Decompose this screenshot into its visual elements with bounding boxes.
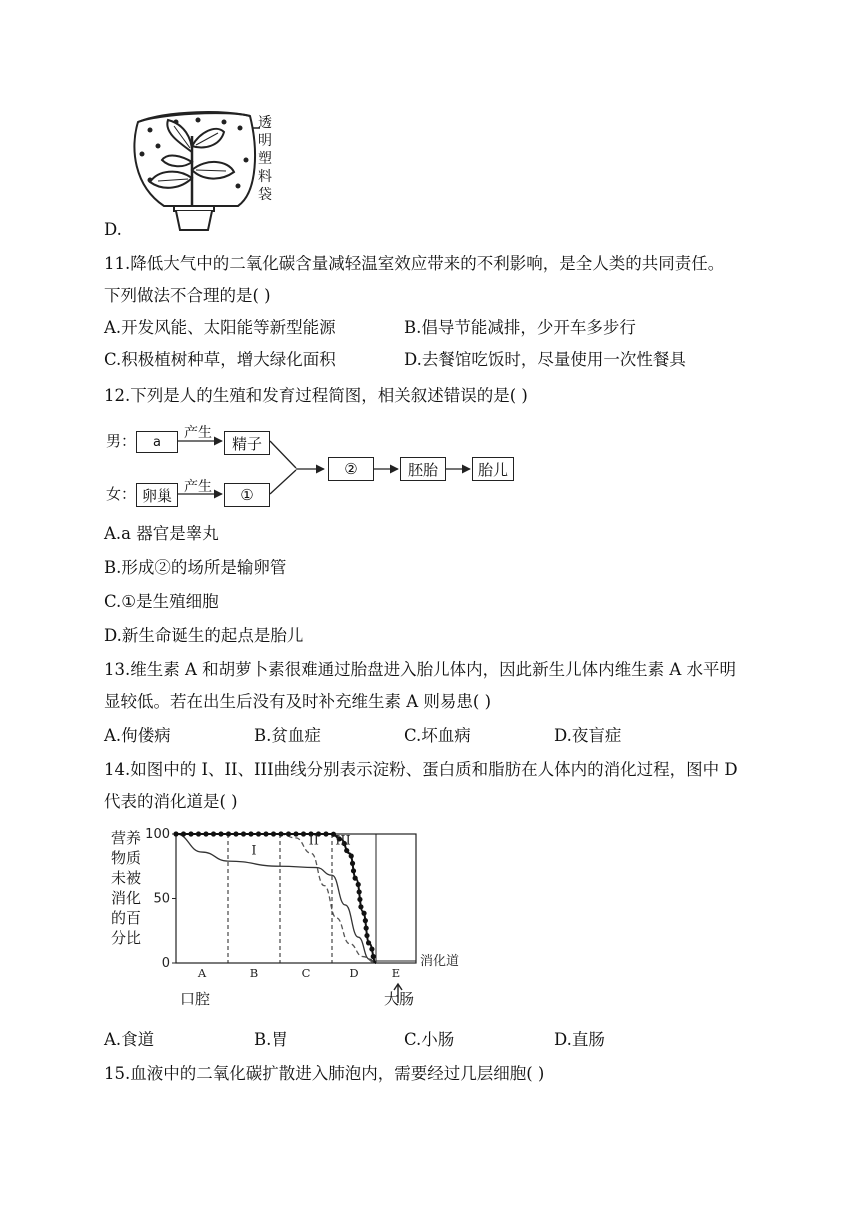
q11-option-c: C.积极植树种草，增大绿化面积 (104, 350, 336, 369)
y-tick-label: 50 (153, 891, 170, 907)
q13-stem-line1: 13.维生素 A 和胡萝卜素很难通过胎盘进入胎儿体内，因此新生儿体内维生素 A 水平明 (104, 660, 737, 679)
curve-III-dot (196, 831, 201, 836)
curve-III-dot (248, 831, 253, 836)
q12-option-d: D.新生命诞生的起点是胎儿 (104, 626, 304, 645)
q14-option-a: A.食道 (104, 1030, 155, 1049)
q11-stem-line1: 11.降低大气中的二氧化碳含量减轻温室效应带来的不利影响，是全人类的共同责任。 (104, 254, 725, 273)
plot-frame (176, 834, 416, 963)
q14-stem-line1: 14.如图中的 I、II、III曲线分别表示淀粉、蛋白质和脂肪在人体内的消化过程，图中 D (104, 760, 738, 779)
curve-III-dot (203, 831, 208, 836)
curve-label-I: I (251, 843, 257, 859)
q13-option-a: A.佝偻病 (104, 726, 171, 745)
curve-III-dot (271, 831, 276, 836)
curve-III-dot (301, 831, 306, 836)
curve-III-dot (173, 831, 178, 836)
curve-III-dot (366, 940, 371, 945)
q11-stem-line2: 下列做法不合理的是( ) (104, 286, 271, 305)
box-fetus: 胎儿 (472, 457, 514, 481)
q11-option-a: A.开发风能、太阳能等新型能源 (104, 318, 336, 337)
q13-option-b: B.贫血症 (254, 726, 321, 745)
curve-III-dot (256, 831, 261, 836)
x-category-label: A (197, 966, 207, 980)
box-egg-1: ① (224, 483, 270, 507)
q14-option-c: C.小肠 (404, 1030, 455, 1049)
curve-III-dot (357, 889, 362, 894)
q12-option-c: C.①是生殖细胞 (104, 592, 219, 611)
q12-stem: 12.下列是人的生殖和发育过程简图，相关叙述错误的是( ) (104, 386, 528, 405)
curve-III-dot (286, 831, 291, 836)
curve-III-dot (371, 954, 376, 959)
box-sperm: 精子 (224, 431, 270, 455)
curve-III-dot (218, 831, 223, 836)
q14-option-d: D.直肠 (554, 1030, 605, 1049)
q11-option-b: B.倡导节能减排，少开车多步行 (404, 318, 636, 337)
curve-III-dot (356, 882, 361, 887)
curve-III-dot (361, 911, 366, 916)
x-category-label: C (301, 966, 311, 980)
x-category-label: E (391, 966, 401, 980)
curve-III-dot (344, 848, 349, 853)
curve-III-dot (364, 933, 369, 938)
box-embryo: 胚胎 (400, 457, 446, 481)
x-label-mouth: 口腔 (180, 990, 211, 1008)
curve-label-III: III (335, 833, 351, 849)
box-a: a (136, 431, 178, 453)
curve-III-dot (357, 897, 362, 902)
curve-III-dot (364, 926, 369, 931)
curve-label-II: II (308, 833, 319, 849)
x-category-label: B (249, 966, 259, 980)
x-label-large-intestine: 大肠 (384, 990, 415, 1008)
curve-III-dot (241, 831, 246, 836)
q11-option-d: D.去餐馆吃饭时，尽量使用一次性餐具 (404, 350, 686, 369)
box-ovary: 卵巢 (136, 483, 178, 507)
curve-III-dot (211, 831, 216, 836)
curve-III-dot (278, 831, 283, 836)
curve-III-dot (263, 831, 268, 836)
q14-option-b: B.胃 (254, 1030, 288, 1049)
q15-stem: 15.血液中的二氧化碳扩散进入肺泡内，需要经过几层细胞( ) (104, 1064, 545, 1083)
curve-III-dot (188, 831, 193, 836)
q10-option-d: D. (104, 220, 122, 239)
curve-III-dot (226, 831, 231, 836)
curve-III-dot (369, 946, 374, 951)
y-tick-label: 100 (145, 827, 170, 842)
q12-option-a: A.a 器官是睾丸 (104, 524, 219, 543)
curve-III-dot (363, 918, 368, 923)
q14-stem-line2: 代表的消化道是( ) (104, 792, 238, 811)
curve-III-dot (351, 868, 356, 873)
q13-stem-line2: 显较低。若在出生后没有及时补充维生素 A 则易患( ) (104, 692, 492, 711)
curve-III-dot (293, 831, 298, 836)
x-axis-label: 消化道 (420, 954, 460, 969)
q13-option-c: C.坏血病 (404, 726, 471, 745)
curve-III-dot (233, 831, 238, 836)
curve-III-dot (358, 904, 363, 909)
female-label: 女： (106, 485, 137, 503)
curve-III-dot (350, 861, 355, 866)
y-tick-label: 0 (161, 956, 170, 971)
x-category-label: D (349, 966, 359, 980)
chart-ylabel: 营养物质未被消化的百分比 (110, 829, 141, 947)
arrow-label-produce-top: 产生 (184, 425, 212, 441)
reproduction-arrows (0, 0, 860, 520)
plastic-bag-label: 透明塑料袋 (258, 115, 272, 203)
box-fertilized-2: ② (328, 457, 374, 481)
curve-III (176, 834, 376, 963)
q13-option-d: D.夜盲症 (554, 726, 622, 745)
curve-III-dot (349, 853, 354, 858)
curve-II (176, 834, 376, 963)
arrow-label-produce-bottom: 产生 (184, 479, 212, 495)
curve-I (176, 834, 376, 963)
curve-III-dot (181, 831, 186, 836)
curve-III-dot (353, 876, 358, 881)
curve-III-dot (323, 831, 328, 836)
q12-option-b: B.形成②的场所是输卵管 (104, 558, 287, 577)
male-label: 男： (106, 432, 137, 450)
